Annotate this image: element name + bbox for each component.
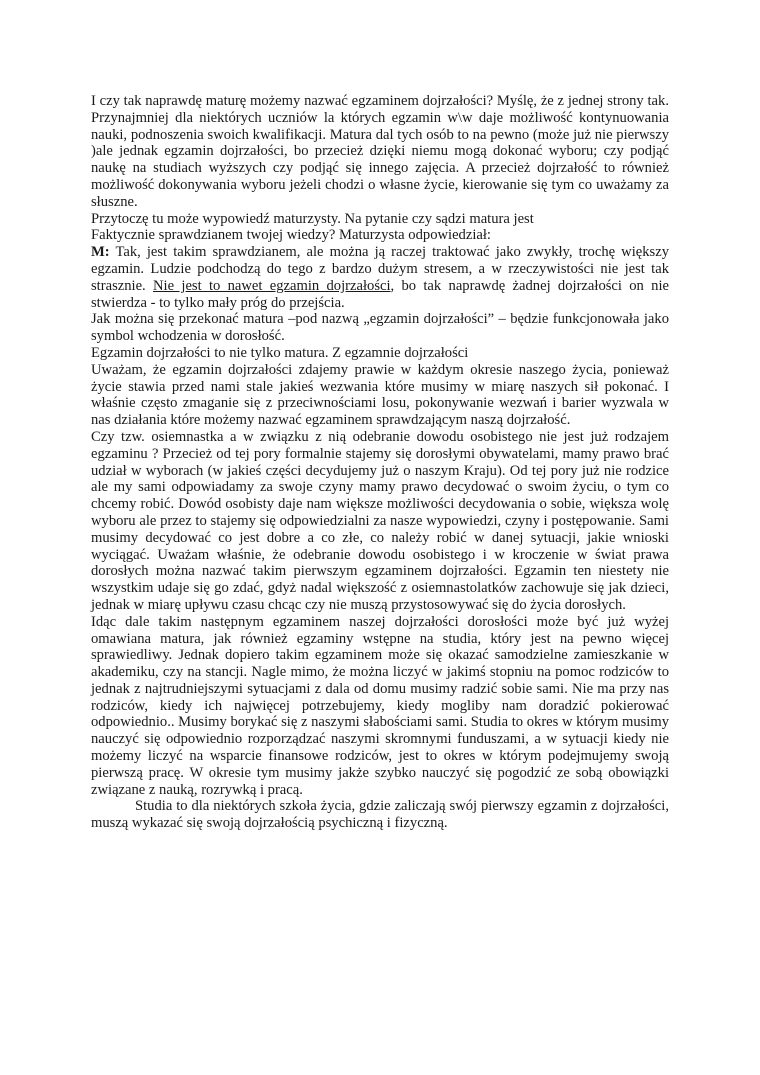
paragraph-heading-line: Egzamin dojrzałości to nie tylko matura. Z egzamnie dojrzałości <box>91 344 469 361</box>
paragraph-life-exams: Uważam, że egzamin dojrzałości zdajemy prawie w każdym okresie naszego życia, ponieważ życie stawia przed nami stale jakieś wezwania które musimy w miarę naszych sił pokonać. I właśnie często zmaganie się z przeciwnościami losu, pokonywanie wezwań i barier wyzwala w nas działania które możemy nazwać egzaminem sprawdzającym naszą dojrzałość. <box>91 361 669 429</box>
paragraph-eighteen: Czy tzw. osiemnastka a w związku z nią odebranie dowodu osobistego nie jest już rodzajem egzaminu ? Przecież od tej pory formalnie stajemy się dorosłymi obywatelami, mamy prawo brać udział w wyborach (w jakieś części decydujemy już o naszym Kraju). Od tej pory już nie rodzice ale my sami odpowiadamy za swoje czyny mamy prawo decydować o swoim życiu, o tym co chcemy robić. Dowód osobisty daje nam większe możliwości decydowania o sobie, większa wolę wyboru ale przez to stajemy się odpowiedzialni za nasze wypowiedzi, czyny i postępowanie. Sami musimy decydować co jest dobre a co złe, co należy robić w danej sytuacji, jakie wnioski wyciągać. Uważam właśnie, że odebranie dowodu osobistego i w kroczenie w świat prawa dorosłych można nazwać takim pierwszym egzaminem dojrzałości. Egzamin ten niestety nie wszystkim udaje się go zdać, gdyż nadal większość z osiemnastolatków zachowuje się jak dzieci, jednak w miarę upływu czasu chcąc czy nie muszą przystosowywać się do życia dorosłych. <box>91 428 669 613</box>
paragraph-quote <box>91 244 669 311</box>
quote-speaker: M: <box>91 244 110 261</box>
paragraph-matura-symbol: Jak można się przekonać matura –pod nazwą „egzamin dojrzałości” – będzie funkcjonowała jako symbol wchodzenia w dorosłość. <box>91 311 669 345</box>
quote-text-after: , bo tak naprawdę żadnej dojrzałości on nie stwierdza - to tylko mały próg do przejścia. <box>91 277 669 311</box>
paragraph-intro: I czy tak naprawdę maturę możemy nazwać egzaminem dojrzałości? Myślę, że z jednej strony tak. Przynajmniej dla niektórych uczniów la których egzamin w\w daje możliwość kontynuowania nauki, podnoszenia swoich kwalifikacji. Matura dal tych osób to na pewno (może już nie pierwszy )ale jednak egzamin dojrzałości, bo przecież dzięki niemu mogą dokonać wyboru; czy podjąć naukę na studiach wyższych czy podjąć się innego zajęcia. A przecież dojrzałość to również możliwość dokonywania wyboru jeżeli chodzi o własne życie, kierowanie się tym co uważamy za słuszne. <box>91 93 669 210</box>
paragraph-quote-intro-2: Faktycznie sprawdzianem twojej wiedzy? Maturzysta odpowiedział: <box>91 227 491 244</box>
paragraph-studies: Idąc dale takim następnym egzaminem naszej dojrzałości dorosłości może być już wyżej omawiana matura, jak również egzaminy wstępne na studia, który jest na pewno więcej sprawiedliwy. Jednak dopiero takim egzaminem może się okazać samodzielne zamieszkanie w akademiku, czy na stancji. Nagle mimo, że można liczyć w jakimś stopniu na pomoc rodziców to jednak z najtrudniejszymi sytuacjami z dala od domu musimy radzić sobie sami. Nie ma przy nas rodziców, kiedy ich najwięcej potrzebujemy, kiedy mogliby nam doradzić pokierować odpowiednio.. Musimy borykać się z naszymi słabościami sami. Studia to okres w którym musimy nauczyć się odpowiednio rozporządzać naszymi skromnymi funduszami, a w sytuacji kiedy nie możemy liczyć na wsparcie finansowe rodziców, jest to okres w którym podejmujemy swoją pierwszą pracę. W okresie tym musimy jakże szybko nauczyć się pogodzić ze sobą obowiązki związane z nauką, rozrywką i pracą. <box>91 613 670 798</box>
quote-underlined-text: Nie jest to nawet egzamin dojrzałości <box>153 277 391 294</box>
paragraph-conclusion: Studia to dla niektórych szkoła życia, gdzie zaliczają swój pierwszy egzamin z dojrzałości, muszą wykazać się swoją dojrzałością psychiczną i fizyczną. <box>91 798 669 832</box>
paragraph-quote-intro-1: Przytoczę tu może wypowiedź maturzysty. Na pytanie czy sądzi matura jest <box>91 210 534 227</box>
quote-text-before: Tak, jest takim sprawdzianem, ale można ją raczej traktować jako zwykły, trochę większy egzamin. Ludzie podchodzą do tego z bardzo dużym stresem, a w rzeczywistości nie jest tak strasznie. <box>91 244 669 294</box>
document-page <box>91 93 669 832</box>
